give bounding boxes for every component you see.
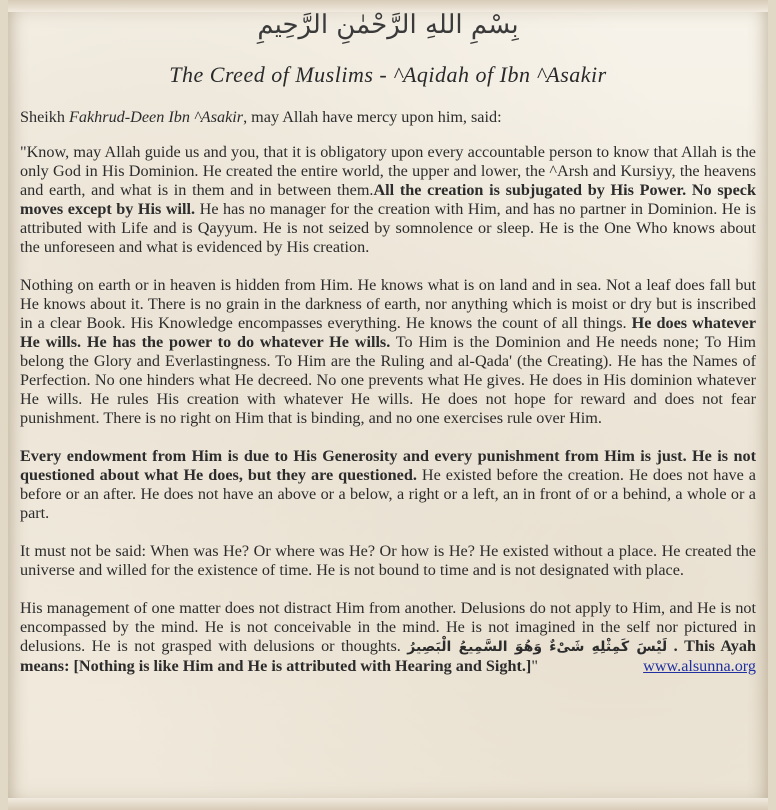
p3-text-b: He existed before the creation. He does not have a before or an after. He does not have an above or a below, a right or a left, an in front of or a behind, a whole or a part. (20, 466, 756, 522)
p2-text-a: Nothing on earth or in heaven is hidden from Him. He knows what is on land and in sea. Not a leaf does fall but He knows about it. There is no grain in the darkness of earth, nor anything which is moist or dry but is inscribed in a clear Book. His Knowledge encompasses everything. He knows the count of all things. (20, 276, 756, 332)
paragraph-1 (20, 143, 756, 257)
p1-bold: All the creation is subjugated by His Power. No speck moves except by His will. (20, 181, 756, 218)
website-link[interactable]: www.alsunna.org (643, 657, 756, 675)
p3-bold: Every endowment from Him is due to His Generosity and every punishment from Him is just. He is not questioned about what He does, but they are questioned. (20, 447, 756, 484)
paragraph-2 (20, 276, 756, 428)
page-title: The Creed of Muslims - ^Aqidah of Ibn ^Asakir (169, 62, 607, 87)
p2-bold: He does whatever He wills. He has the power to do whatever He wills. (20, 314, 757, 351)
p1-text-c: He has no manager for the creation with Him, and has no partner in Dominion. He is attributed with Life and is Qayyum. He is not seized by somnolence or sleep. He is the One Who knows about the unforeseen and what is evidenced by His creation. (20, 200, 756, 256)
scholar-name: Fakhrud-Deen Ibn ^Asakir (69, 108, 244, 126)
creed-text (20, 108, 756, 695)
ayah-arabic: لَيْسَ كَمِثْلِهِ شَىْءٌ وَهُوَ السَّمِيعُ الْبَصِيرُ (407, 639, 668, 655)
intro-suffix: , may Allah have mercy upon him, said: (243, 108, 502, 126)
paragraph-3 (20, 447, 756, 523)
paragraph-4: It must not be said: When was He? Or where was He? Or how is He? He existed without a place. He created the universe and willed for the existence of time. He is not bound to time and is not designated with place. (20, 542, 756, 579)
p2-text-c: To Him is the Dominion and He needs none; To Him belong the Glory and Everlastingness. To Him are the Ruling and al-Qada' (the Creating). He has the Names of Perfection. No one hinders what He decreed. No one prevents what He gives. He does in His dominion whatever He wills. He rules His creation with whatever He wills. He does not hope for reward and does not fear punishment. There is no right on Him that is binding, and no one exercises rule over Him. (20, 333, 757, 427)
paragraph-5 (20, 599, 756, 676)
intro-line (20, 108, 756, 127)
p5-text-a: His management of one matter does not distract Him from another. Delusions do not apply to Him, and He is not encompassed by the mind. He is not conceivable in the mind. He is not imagined in the self nor pictured in delusions. He is not grasped with delusions or thoughts. (20, 599, 756, 655)
intro-prefix: Sheikh (20, 108, 70, 126)
closing-quote: " (531, 657, 538, 675)
p1-text-a: "Know, may Allah guide us and you, that it is obligatory upon every accountable person to know that Allah is the only God in His Dominion. He created the entire world, the upper and lower, the ^Arsh and Kursiyy, the heavens and earth, and what is in them and in between them. (20, 143, 756, 199)
basmala-calligraphy: بِسْمِ اللهِ الرَّحْمٰنِ الرَّحِيمِ (257, 10, 519, 40)
ayah-translation: . This Ayah means: [Nothing is like Him and He is attributed with Hearing and Sight.] (20, 637, 757, 675)
scroll-bottom-curl (8, 798, 768, 810)
